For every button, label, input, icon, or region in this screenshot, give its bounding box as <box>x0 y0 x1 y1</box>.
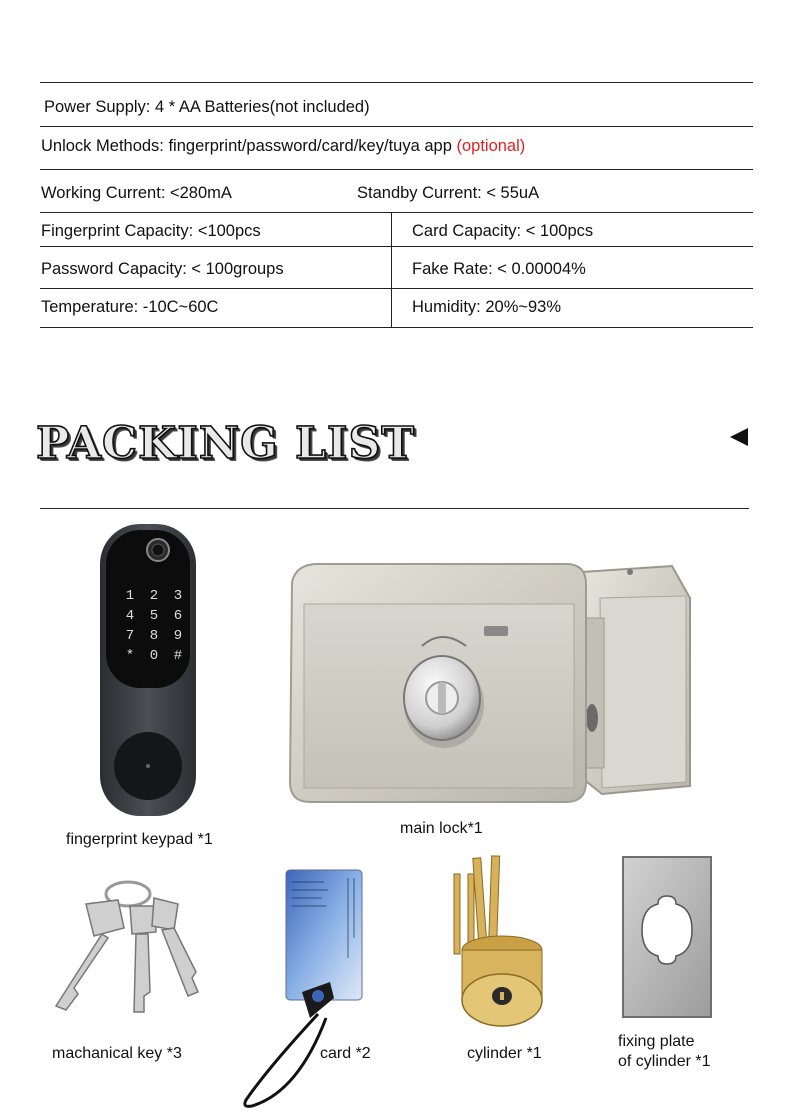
divider <box>40 246 753 247</box>
triangle-left-icon <box>728 426 750 448</box>
fixing-plate-label <box>618 1032 711 1072</box>
divider <box>40 126 753 127</box>
divider <box>40 288 753 289</box>
keypad-digit: 4 <box>125 608 135 624</box>
keypad-digit: 9 <box>173 628 183 644</box>
optional-note: (optional) <box>456 137 526 155</box>
working-current-text: Working Current: <280mA <box>41 184 232 202</box>
keypad-label: fingerprint keypad *1 <box>66 831 213 848</box>
keypad-digit-grid <box>118 588 190 664</box>
temperature-text: Temperature: -10C~60C <box>41 298 219 316</box>
main-lock-image <box>282 558 694 808</box>
unlock-methods-text: Unlock Methods: fingerprint/password/card/key/tuya app <box>41 137 452 155</box>
keypad-digit: 7 <box>125 628 135 644</box>
fixing-plate-label-line1: fixing plate <box>618 1033 695 1050</box>
main-lock-label: main lock*1 <box>400 820 483 837</box>
power-supply-text: Power Supply: 4 * AA Batteries(not included) <box>44 98 370 116</box>
humidity-text: Humidity: 20%~93% <box>412 298 562 316</box>
divider <box>40 82 753 83</box>
mechanical-key-label: machanical key *3 <box>52 1045 182 1062</box>
keypad-digit: 0 <box>149 648 159 664</box>
mechanical-keys-image <box>44 876 204 1016</box>
unlock-methods-row <box>41 137 525 156</box>
standby-current-text: Standby Current: < 55uA <box>357 184 540 202</box>
password-capacity-text: Password Capacity: < 100groups <box>41 260 284 278</box>
cylinder-image <box>440 854 550 1034</box>
card-label: card *2 <box>320 1045 371 1062</box>
keypad-digit: 3 <box>173 588 183 604</box>
column-divider <box>391 213 392 327</box>
divider <box>40 169 753 170</box>
divider <box>40 508 749 509</box>
keypad-digit: 6 <box>173 608 183 624</box>
card-capacity-text: Card Capacity: < 100pcs <box>412 222 594 240</box>
divider <box>40 212 753 213</box>
fixing-plate-label-line2: of cylinder *1 <box>618 1053 711 1070</box>
keypad-digit: 2 <box>149 588 159 604</box>
keypad-digit: * <box>125 648 135 664</box>
fixing-plate-image <box>620 854 714 1020</box>
fingerprint-keypad-image <box>98 522 198 818</box>
keypad-digit: 1 <box>125 588 135 604</box>
packing-list-title: PACKING LIST <box>36 418 416 469</box>
keypad-digit: 8 <box>149 628 159 644</box>
keypad-digit: # <box>173 648 183 664</box>
keypad-digit: 5 <box>149 608 159 624</box>
fingerprint-capacity-text: Fingerprint Capacity: <100pcs <box>41 222 261 240</box>
divider <box>40 327 753 328</box>
cylinder-label: cylinder *1 <box>467 1045 542 1062</box>
fake-rate-text: Fake Rate: < 0.00004% <box>412 260 586 278</box>
card-image <box>238 868 370 1110</box>
